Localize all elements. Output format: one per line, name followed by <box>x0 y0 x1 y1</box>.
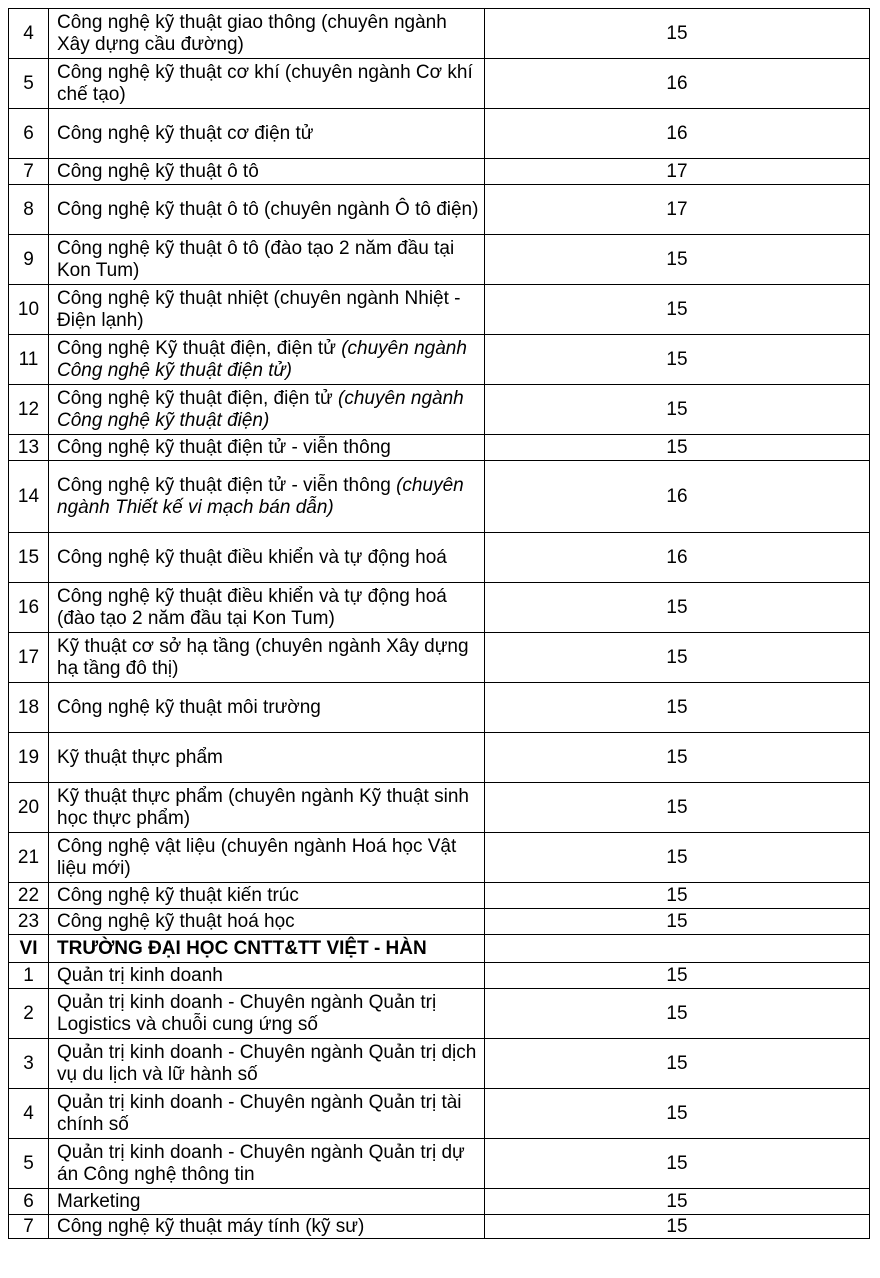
program-name <box>49 1039 485 1089</box>
section-title <box>49 935 485 963</box>
program-name <box>49 633 485 683</box>
program-name-text: Kỹ thuật thực phẩm (chuyên ngành Kỹ thuật sinh học thực phẩm) <box>57 785 469 829</box>
row-number: VI <box>9 935 49 963</box>
program-name <box>49 583 485 633</box>
admission-score: 17 <box>485 185 870 235</box>
admission-score: 16 <box>485 59 870 109</box>
admission-score: 15 <box>485 1039 870 1089</box>
table-row <box>9 1189 870 1215</box>
program-name <box>49 833 485 883</box>
program-name <box>49 533 485 583</box>
row-number: 22 <box>9 883 49 909</box>
program-name-text: Công nghệ kỹ thuật ô tô <box>57 160 259 182</box>
program-name <box>49 989 485 1039</box>
row-number: 12 <box>9 385 49 435</box>
row-number: 5 <box>9 59 49 109</box>
table-row <box>9 733 870 783</box>
row-number: 19 <box>9 733 49 783</box>
admission-score: 15 <box>485 285 870 335</box>
row-number: 2 <box>9 989 49 1039</box>
table-row <box>9 285 870 335</box>
row-number: 7 <box>9 1215 49 1239</box>
admission-score: 15 <box>485 435 870 461</box>
row-number: 10 <box>9 285 49 335</box>
table-row <box>9 583 870 633</box>
admission-score: 15 <box>485 335 870 385</box>
table-row <box>9 1089 870 1139</box>
program-name <box>49 9 485 59</box>
row-number: 7 <box>9 159 49 185</box>
row-number: 4 <box>9 1089 49 1139</box>
program-name <box>49 185 485 235</box>
table-row <box>9 683 870 733</box>
row-number: 1 <box>9 963 49 989</box>
program-name-text: Công nghệ kỹ thuật điều khiển và tự động hoá (đào tạo 2 năm đầu tại Kon Tum) <box>57 585 447 629</box>
program-name <box>49 285 485 335</box>
row-number: 23 <box>9 909 49 935</box>
table-row <box>9 1039 870 1089</box>
program-name-text: Quản trị kinh doanh <box>57 964 223 986</box>
row-number: 13 <box>9 435 49 461</box>
program-name <box>49 1189 485 1215</box>
row-number: 5 <box>9 1139 49 1189</box>
program-name-text: Công nghệ kỹ thuật máy tính (kỹ sư) <box>57 1215 365 1237</box>
program-name-text: TRƯỜNG ĐẠI HỌC CNTT&TT VIỆT - HÀN <box>57 937 427 959</box>
table-row <box>9 59 870 109</box>
table-row <box>9 783 870 833</box>
row-number: 11 <box>9 335 49 385</box>
program-name-text: Marketing <box>57 1190 141 1212</box>
admission-score: 15 <box>485 1139 870 1189</box>
table-row <box>9 235 870 285</box>
row-number: 6 <box>9 1189 49 1215</box>
table-row <box>9 833 870 883</box>
table-row <box>9 909 870 935</box>
program-name <box>49 1089 485 1139</box>
program-name-text: Quản trị kinh doanh - Chuyên ngành Quản trị tài chính số <box>57 1091 462 1135</box>
program-name-text: Công nghệ kỹ thuật điều khiển và tự động hoá <box>57 546 447 568</box>
row-number: 15 <box>9 533 49 583</box>
program-specialization-text: (chuyên ngành Công nghệ kỹ thuật điện) <box>57 387 464 431</box>
row-number: 3 <box>9 1039 49 1089</box>
program-name <box>49 783 485 833</box>
admission-score: 15 <box>485 783 870 833</box>
program-name <box>49 1139 485 1189</box>
row-number: 20 <box>9 783 49 833</box>
row-number: 6 <box>9 109 49 159</box>
table-row <box>9 159 870 185</box>
program-name-text: Công nghệ kỹ thuật môi trường <box>57 696 321 718</box>
program-name <box>49 385 485 435</box>
admission-score: 16 <box>485 461 870 533</box>
program-name <box>49 461 485 533</box>
table-body <box>9 9 870 1239</box>
table-row <box>9 533 870 583</box>
program-name <box>49 235 485 285</box>
admission-score: 15 <box>485 883 870 909</box>
program-name-text: Quản trị kinh doanh - Chuyên ngành Quản trị Logistics và chuỗi cung ứng số <box>57 991 437 1035</box>
section-row <box>9 935 870 963</box>
row-number: 21 <box>9 833 49 883</box>
program-name <box>49 335 485 385</box>
admission-score: 15 <box>485 633 870 683</box>
table-row <box>9 883 870 909</box>
program-name-text: Quản trị kinh doanh - Chuyên ngành Quản trị dịch vụ du lịch và lữ hành số <box>57 1041 477 1085</box>
program-name-text: Công nghệ kỹ thuật điện tử - viễn thông <box>57 436 391 458</box>
admission-score: 15 <box>485 1189 870 1215</box>
row-number: 17 <box>9 633 49 683</box>
program-specialization-text: (chuyên ngành Thiết kế vi mạch bán dẫn) <box>57 474 464 518</box>
admission-score: 15 <box>485 963 870 989</box>
row-number: 14 <box>9 461 49 533</box>
admission-score: 15 <box>485 385 870 435</box>
table-row <box>9 963 870 989</box>
program-name-text: Công nghệ kỹ thuật nhiệt (chuyên ngành Nhiệt - Điện lạnh) <box>57 287 461 331</box>
program-name <box>49 159 485 185</box>
table-row <box>9 385 870 435</box>
row-number: 4 <box>9 9 49 59</box>
program-name-text: Công nghệ kỹ thuật kiến trúc <box>57 884 299 906</box>
program-name-text: Công nghệ kỹ thuật giao thông (chuyên ngành Xây dựng cầu đường) <box>57 11 447 55</box>
program-name-text: Công nghệ kỹ thuật điện, điện tử <box>57 387 339 409</box>
program-name-text: Công nghệ kỹ thuật điện tử - viễn thông <box>57 474 397 496</box>
admission-score: 17 <box>485 159 870 185</box>
program-name <box>49 733 485 783</box>
program-specialization-text: (chuyên ngành Công nghệ kỹ thuật điện tử) <box>57 337 467 381</box>
program-name <box>49 59 485 109</box>
program-name-text: Công nghệ kỹ thuật ô tô (chuyên ngành Ô tô điện) <box>57 198 479 220</box>
program-name-text: Công nghệ kỹ thuật cơ điện tử <box>57 122 314 144</box>
program-name-text: Công nghệ kỹ thuật hoá học <box>57 910 295 932</box>
program-name <box>49 683 485 733</box>
admission-score: 15 <box>485 1215 870 1239</box>
table-row <box>9 185 870 235</box>
admission-score-table <box>8 8 870 1239</box>
program-name <box>49 1215 485 1239</box>
admission-score: 15 <box>485 9 870 59</box>
program-name-text: Công nghệ kỹ thuật ô tô (đào tạo 2 năm đầu tại Kon Tum) <box>57 237 455 281</box>
program-name <box>49 909 485 935</box>
program-name-text: Công nghệ kỹ thuật cơ khí (chuyên ngành Cơ khí chế tạo) <box>57 61 473 105</box>
table-row <box>9 633 870 683</box>
admission-score: 16 <box>485 109 870 159</box>
program-name <box>49 883 485 909</box>
admission-score: 15 <box>485 235 870 285</box>
row-number: 18 <box>9 683 49 733</box>
admission-score <box>485 935 870 963</box>
row-number: 8 <box>9 185 49 235</box>
table-row <box>9 9 870 59</box>
table-row <box>9 435 870 461</box>
row-number: 9 <box>9 235 49 285</box>
table-row <box>9 1215 870 1239</box>
program-name-text: Quản trị kinh doanh - Chuyên ngành Quản trị dự án Công nghệ thông tin <box>57 1141 465 1185</box>
program-name-text: Công nghệ vật liệu (chuyên ngành Hoá học Vật liệu mới) <box>57 835 457 879</box>
admission-score: 15 <box>485 733 870 783</box>
admission-score: 15 <box>485 683 870 733</box>
admission-score: 15 <box>485 989 870 1039</box>
program-name <box>49 963 485 989</box>
table-row <box>9 461 870 533</box>
admission-score: 15 <box>485 909 870 935</box>
admission-score: 16 <box>485 533 870 583</box>
program-name-text: Kỹ thuật thực phẩm <box>57 746 223 768</box>
admission-score: 15 <box>485 583 870 633</box>
table-row <box>9 989 870 1039</box>
admission-score: 15 <box>485 833 870 883</box>
table-row <box>9 109 870 159</box>
program-name-text: Kỹ thuật cơ sở hạ tầng (chuyên ngành Xây dựng hạ tầng đô thị) <box>57 635 469 679</box>
program-name <box>49 109 485 159</box>
program-name <box>49 435 485 461</box>
admission-score: 15 <box>485 1089 870 1139</box>
table-row <box>9 335 870 385</box>
program-name-text: Công nghệ Kỹ thuật điện, điện tử <box>57 337 342 359</box>
row-number: 16 <box>9 583 49 633</box>
table-row <box>9 1139 870 1189</box>
